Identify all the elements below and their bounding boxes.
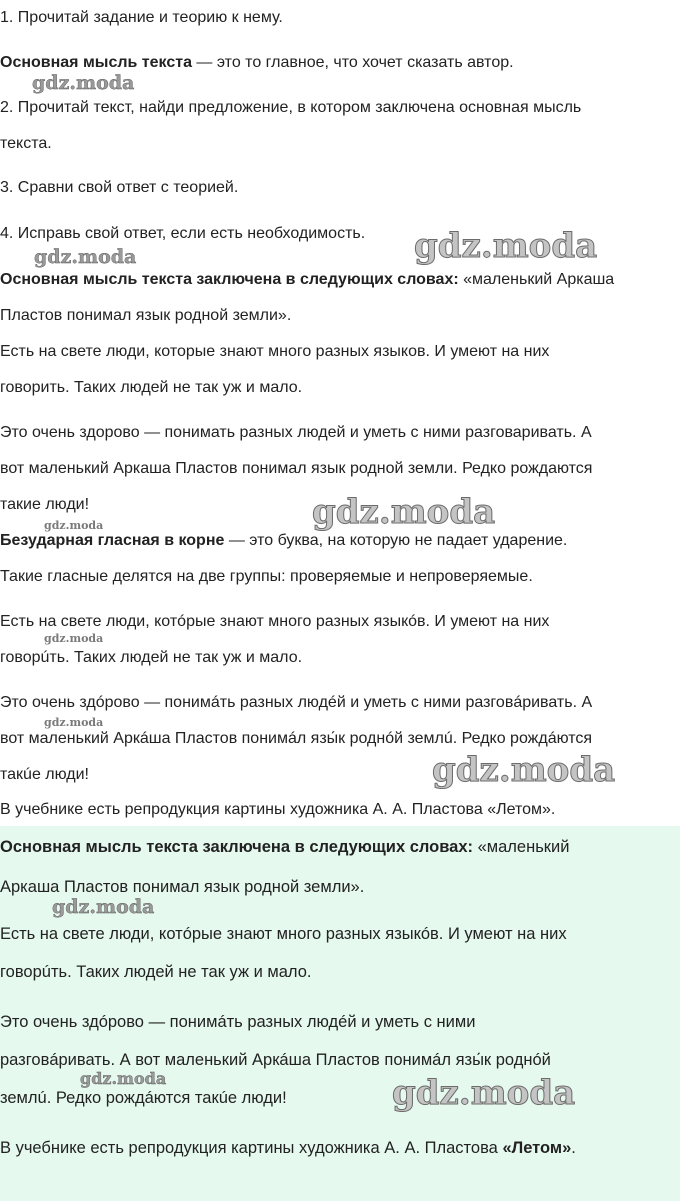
- watermark: gdz.moda: [432, 750, 616, 790]
- watermark: gdz.moda: [80, 1069, 167, 1088]
- task-step-1: 1. Прочитай задание и теорию к нему.: [0, 9, 283, 26]
- accented-text-line-4: вот маленький Аркáша Пластов понимáл язы́к роднóй землú. Редко рождáются: [0, 730, 593, 747]
- answer-main-idea-line-1: [0, 270, 614, 290]
- theory-definition: — это буква, на которую не падает ударение.: [224, 532, 568, 549]
- watermark: gdz.moda: [392, 1073, 576, 1113]
- final-text-line-3: Это очень здóрово — понимáть разных людéй и уметь с ними: [0, 1013, 476, 1031]
- final-textbook-note: [0, 1138, 576, 1158]
- final-text-line-1: Есть на свете люди, котóрые знают много разных языкóв. И умеют на них: [0, 925, 567, 943]
- final-text-line-5: землú. Редко рождáются такúе люди!: [0, 1089, 287, 1107]
- theory-unstressed-vowel: [0, 531, 567, 551]
- watermark: gdz.moda: [312, 492, 496, 532]
- painting-title: «Летом»: [502, 1139, 572, 1157]
- theory-vowel-groups: Такие гласные делятся на две группы: проверяемые и непроверяемые.: [0, 568, 533, 585]
- text-line-2: говорить. Таких людей не так уж и мало.: [0, 379, 303, 396]
- watermark: gdz.moda: [44, 716, 104, 729]
- answer-label: Основная мысль текста заключена в следующих словах:: [0, 271, 459, 288]
- text-line-4: вот маленький Аркаша Пластов понимал язык родной земли. Редко рождаются: [0, 460, 593, 477]
- textbook-note: В учебнике есть репродукция картины художника А. А. Пластова «Летом».: [0, 801, 556, 818]
- task-step-4: 4. Исправь свой ответ, если есть необходимость.: [0, 225, 366, 242]
- theory-term: Безударная гласная в корне: [0, 532, 225, 549]
- final-note-end: .: [571, 1139, 576, 1157]
- text-line-3: Это очень здорово — понимать разных людей и уметь с ними разговаривать. А: [0, 424, 592, 441]
- theory-term: Основная мысль текста: [0, 54, 192, 71]
- watermark: gdz.moda: [414, 226, 598, 266]
- accented-text-line-2: говорúть. Таких людей не так уж и мало.: [0, 649, 303, 666]
- final-answer-line-1: [0, 837, 569, 857]
- theory-definition: — это то главное, что хочет сказать автор.: [191, 54, 514, 71]
- answer-quote-start: «маленький Аркаша: [458, 271, 615, 288]
- watermark: gdz.moda: [32, 72, 135, 94]
- watermark: gdz.moda: [44, 632, 104, 645]
- task-step-2-line-2: текста.: [0, 135, 52, 152]
- text-line-5: такие люди!: [0, 496, 90, 513]
- watermark: gdz.moda: [44, 519, 104, 532]
- final-text-line-2: говорúть. Таких людей не так уж и мало.: [0, 963, 312, 981]
- answer-main-idea-line-2: Пластов понимал язык родной земли».: [0, 307, 292, 324]
- watermark: gdz.moda: [34, 246, 137, 268]
- accented-text-line-5: такúе люди!: [0, 766, 89, 783]
- final-note-start: В учебнике есть репродукция картины художника А. А. Пластова: [0, 1139, 503, 1157]
- accented-text-line-3: Это очень здóрово — понимáть разных людéй и уметь с ними разговáривать. А: [0, 694, 593, 711]
- watermark: gdz.moda: [52, 896, 155, 918]
- final-answer-label: Основная мысль текста заключена в следующих словах:: [0, 838, 474, 856]
- theory-main-idea: [0, 53, 514, 73]
- accented-text-line-1: Есть на свете люди, котóрые знают много разных языкóв. И умеют на них: [0, 613, 550, 630]
- final-answer-line-2: Аркаша Пластов понимал язык родной земли».: [0, 878, 365, 896]
- task-step-3: 3. Сравни свой ответ с теорией.: [0, 179, 239, 196]
- text-line-1: Есть на свете люди, которые знают много разных языков. И умеют на них: [0, 343, 550, 360]
- final-answer-quote-start: «маленький: [473, 838, 570, 856]
- final-text-line-4: разговáривать. А вот маленький Аркáша Пластов понимáл язы́к роднóй: [0, 1051, 551, 1069]
- task-step-2-line-1: 2. Прочитай текст, найди предложение, в котором заключена основная мысль: [0, 99, 582, 116]
